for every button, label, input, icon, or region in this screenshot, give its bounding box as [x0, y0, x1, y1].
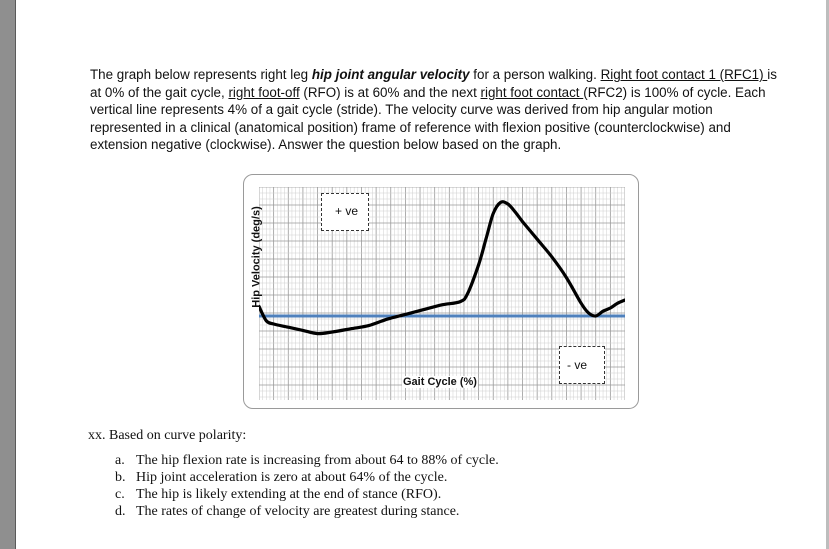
intro-rfo-underlined: right foot-off — [228, 84, 300, 100]
option-d-letter: d. — [115, 504, 126, 519]
intro-emphasis-hip-velocity: hip joint angular velocity — [311, 67, 470, 82]
option-a-text: The hip flexion rate is increasing from about 64 to 88% of cycle. — [136, 453, 499, 468]
option-b-letter: b. — [115, 470, 126, 485]
left-page-gutter — [0, 0, 16, 549]
positive-label-box — [321, 193, 369, 231]
option-d[interactable] — [115, 503, 499, 520]
y-axis-label-text: Hip Velocity (deg/s) — [251, 206, 263, 308]
option-b[interactable] — [115, 469, 499, 486]
intro-text-5: is at 0% of the gait cycle, — [90, 67, 777, 100]
intro-text-9: (RFC2) is 100% of cycle. Each vertical line represents 4% of a gait cycle (stride). The velocity curve was derived from hip angular motion represented in a clinical (anatomical position) frame of reference with flexion positive (counterclockwise) and extension negative (clockwise). Answer the question below based on the graph. — [90, 84, 766, 153]
option-b-text: Hip joint acceleration is zero at about 64% of the cycle. — [136, 470, 448, 485]
option-c-letter: c. — [115, 487, 125, 502]
option-c-text: The hip is likely extending at the end of stance (RFO). — [136, 487, 442, 502]
intro-rfc1-underlined: Right foot contact 1 (RFC1) — [600, 67, 768, 82]
intro-rfc2-underlined: right foot contact — [480, 84, 584, 100]
option-c[interactable] — [115, 486, 499, 503]
x-axis-label: Gait Cycle (%) — [403, 376, 477, 388]
option-d-text: The rates of change of velocity are greatest during stance. — [136, 504, 460, 519]
intro-text-7: (RFO) is at 60% and the next — [299, 84, 481, 100]
question-prompt: xx. Based on curve polarity: — [88, 428, 247, 443]
option-a[interactable] — [115, 452, 499, 469]
intro-paragraph — [90, 66, 780, 154]
option-a-letter: a. — [115, 453, 125, 468]
positive-label-text: + ve — [335, 204, 359, 218]
y-axis-label — [248, 197, 266, 317]
intro-text-3: for a person walking. — [469, 67, 601, 82]
answer-options — [115, 452, 499, 520]
negative-label-text: - ve — [567, 358, 588, 372]
intro-text-1: The graph below represents right leg — [90, 67, 312, 82]
negative-label-box — [559, 346, 605, 384]
